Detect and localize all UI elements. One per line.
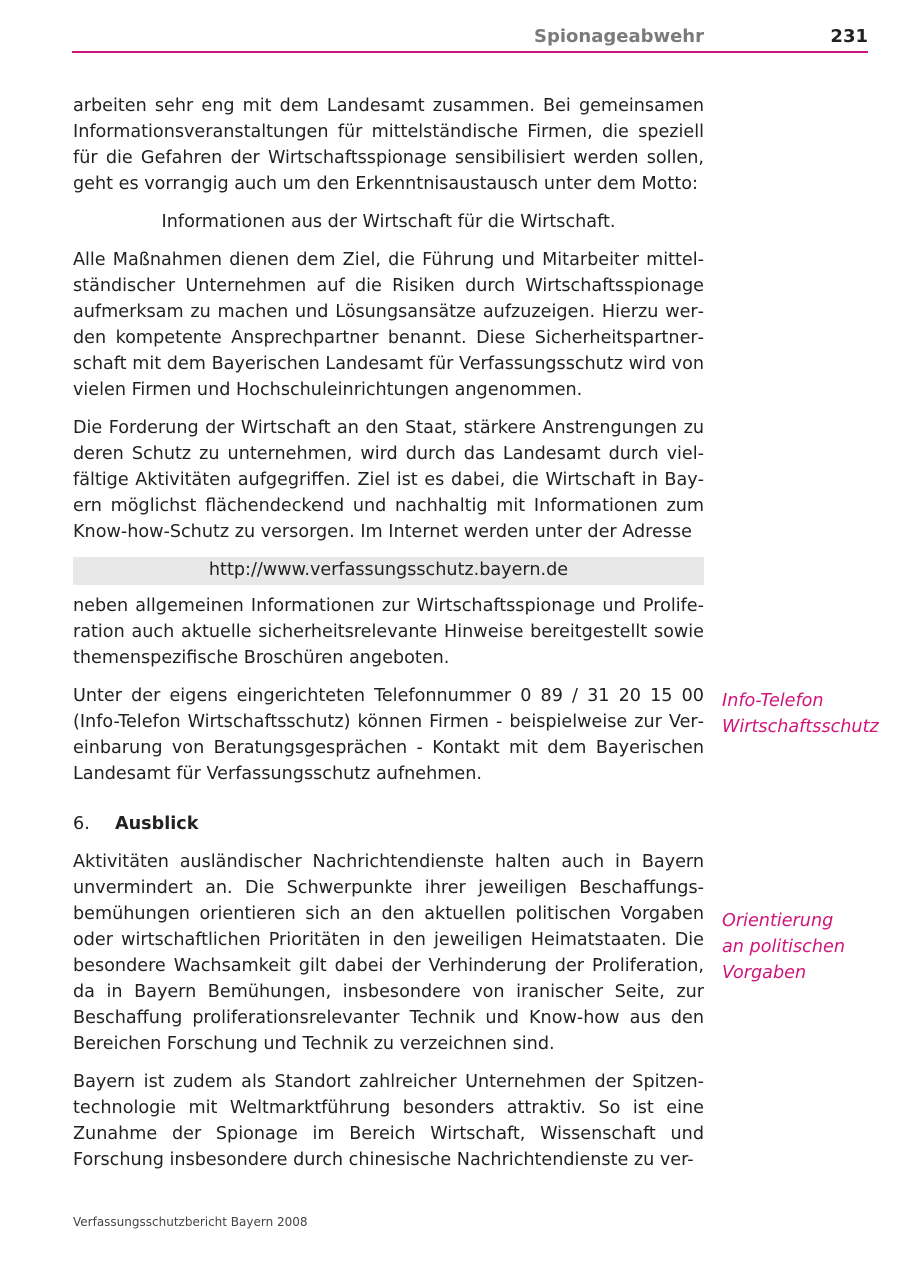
website-url[interactable]: http://www.verfassungsschutz.bayern.de — [73, 557, 704, 585]
margin-note-line: Vorgaben — [722, 963, 807, 983]
margin-note-line: Info-Telefon — [722, 691, 824, 711]
margin-note-orientierung — [722, 908, 892, 986]
margin-note-line: Wirtschaftsschutz — [722, 717, 879, 737]
motto-quote: Informationen aus der Wirtschaft für die Wirtschaft. — [161, 212, 616, 232]
page-number: 231 — [830, 26, 868, 47]
paragraph-6: Aktivitäten ausländischer Nachrichtendienste halten auch in Bayern unvermindert an. Die Schwerpunkte ihrer jeweiligen Beschaffungsbemühungen orientieren sich an den aktuellen politischen Vorgaben oder wirtschaftlichen Prioritäten in den jeweiligen Heimatstaaten. Die besondere Wachsamkeit gilt dabei der Verhinderung der Proliferation, da in Bayern Bemühungen, insbesondere von iranischer Seite, zur Beschaffung proliferationsrelevanter Technik und Know-how aus den Bereichen Forschung und Technik zu verzeichnen sind. — [73, 852, 704, 1054]
paragraph-7: Bayern ist zudem als Standort zahlreicher Unternehmen der Spitzentechnologie mit Weltmarktführung besonders attraktiv. So ist eine Zunahme der Spionage im Bereich Wirtschaft, Wissenschaft und Forschung insbesondere durch chinesische Nachrichtendienste zu ver- — [73, 1072, 704, 1170]
header-divider — [72, 51, 868, 53]
margin-note-line: Orientierung — [722, 911, 834, 931]
margin-note-info-telefon — [722, 688, 892, 740]
paragraph-4: neben allgemeinen Informationen zur Wirtschaftsspionage und Proliferation auch aktuelle sicherheitsrelevante Hinweise bereitgestellt sowie themenspezifische Broschüren angeboten. — [73, 596, 704, 668]
section-title: Ausblick — [115, 814, 199, 834]
paragraph-5: Unter der eigens eingerichteten Telefonnummer 0 89 / 31 20 15 00 (Info-Telefon Wirtschaftsschutz) können Firmen - beispielweise zur Vereinbarung von Beratungsgesprächen - Kontakt mit dem Bayerischen Landesamt für Verfassungsschutz aufnehmen. — [73, 686, 704, 784]
margin-note-line: an politischen — [722, 937, 845, 957]
paragraph-1: arbeiten sehr eng mit dem Landesamt zusammen. Bei gemeinsamen Informationsveranstaltungen für mittelständische Firmen, die speziell für die Gefahren der Wirtschaftsspionage sensibilisiert werden sollen, geht es vorrangig auch um den Erkenntnisaustausch unter dem Motto: — [73, 96, 704, 194]
body-text — [73, 93, 704, 1185]
page-footer: Verfassungsschutzbericht Bayern 2008 — [73, 1215, 308, 1229]
section-number: 6. — [73, 814, 90, 834]
running-header-title: Spionageabwehr — [534, 26, 704, 47]
section-heading — [73, 799, 704, 837]
paragraph-3: Die Forderung der Wirtschaft an den Staat, stärkere Anstrengungen zu deren Schutz zu unternehmen, wird durch das Landesamt durch vielfältige Aktivitäten aufgegriffen. Ziel ist es dabei, die Wirtschaft in Bayern möglichst flächendeckend und nachhaltig mit Informationen zum Know-how-Schutz zu versorgen. Im Internet werden unter der Adresse — [73, 418, 704, 542]
paragraph-2: Alle Maßnahmen dienen dem Ziel, die Führung und Mitarbeiter mittelständischer Unternehmen auf die Risiken durch Wirtschaftsspionage aufmerksam zu machen und Lösungsansätze aufzuzeigen. Hierzu werden kompetente Ansprechpartner benannt. Diese Sicherheitspartnerschaft mit dem Bayerischen Landesamt für Verfassungsschutz wird von vielen Firmen und Hochschuleinrichtungen angenommen. — [73, 250, 704, 400]
